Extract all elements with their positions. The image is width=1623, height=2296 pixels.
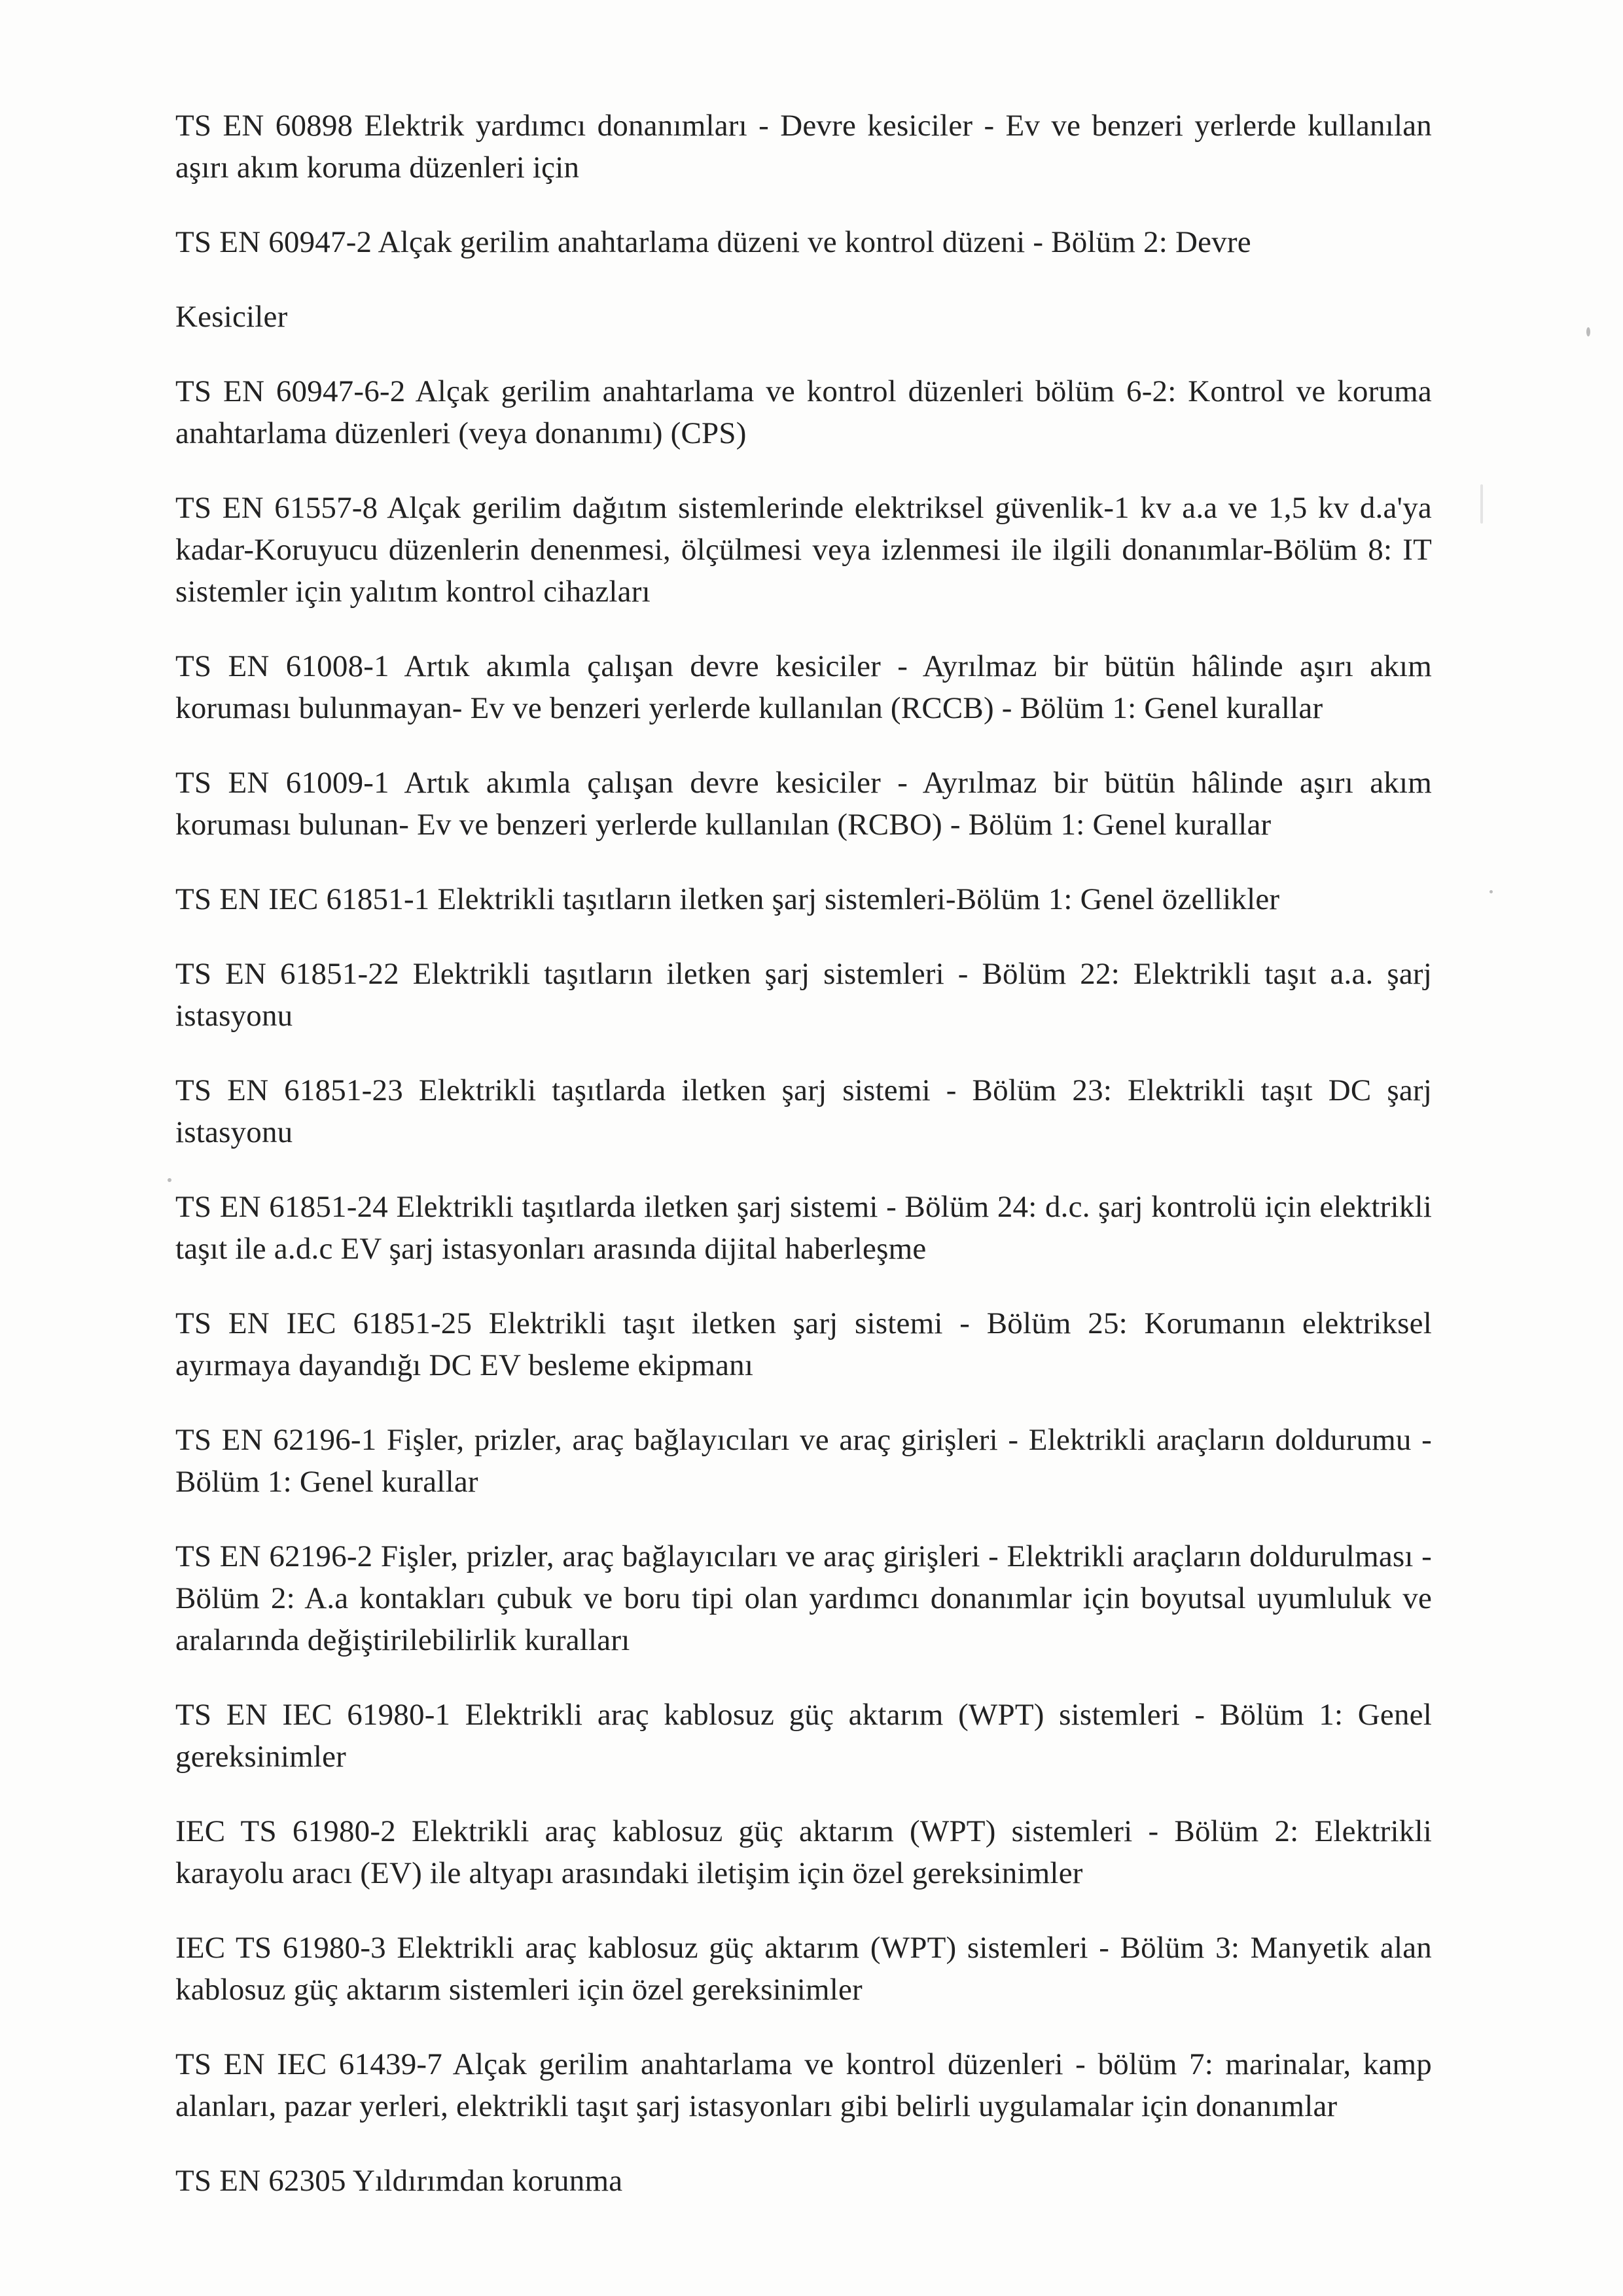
list-item: TS EN IEC 61851-25 Elektrikli taşıt iletken şarj sistemi - Bölüm 25: Korumanın elektriksel ayırmaya dayandığı DC EV besleme ekipmanı — [175, 1306, 1432, 1382]
list-item: TS EN 62305 Yıldırımdan korunma — [175, 2164, 623, 2198]
scan-speck — [1586, 327, 1590, 336]
list-item: Kesiciler — [175, 300, 288, 334]
list-item: TS EN 61851-24 Elektrikli taşıtlarda iletken şarj sistemi - Bölüm 24: d.c. şarj kontrolü için elektrikli taşıt ile a.d.c EV şarj istasyonları arasında dijital haberleşme — [175, 1190, 1432, 1266]
list-item: TS EN 60947-6-2 Alçak gerilim anahtarlama ve kontrol düzenleri bölüm 6-2: Kontrol ve koruma anahtarlama düzenleri (veya donanımı) (CPS) — [175, 374, 1432, 450]
list-item: TS EN IEC 61980-1 Elektrikli araç kablosuz güç aktarım (WPT) sistemleri - Bölüm 1: Genel gereksinimler — [175, 1698, 1432, 1774]
scan-speck — [1489, 890, 1493, 893]
list-item: TS EN IEC 61439-7 Alçak gerilim anahtarlama ve kontrol düzenleri - bölüm 7: marinalar, kamp alanları, pazar yerleri, elektrikli taşıt şarj istasyonları gibi belirli uygulamalar için donanımlar — [175, 2047, 1432, 2123]
scan-speck — [1480, 484, 1483, 524]
list-item: TS EN IEC 61851-1 Elektrikli taşıtların iletken şarj sistemleri-Bölüm 1: Genel özellikler — [175, 882, 1280, 916]
scan-speck — [168, 1178, 171, 1182]
list-item: TS EN 61009-1 Artık akımla çalışan devre kesiciler - Ayrılmaz bir bütün hâlinde aşırı akım koruması bulunan- Ev ve benzeri yerlerde kullanılan (RCBO) - Bölüm 1: Genel kurallar — [175, 766, 1432, 842]
list-item: TS EN 60898 Elektrik yardımcı donanımları - Devre kesiciler - Ev ve benzeri yerlerde kullanılan aşırı akım koruma düzenleri için — [175, 109, 1432, 185]
list-item: TS EN 61851-23 Elektrikli taşıtlarda iletken şarj sistemi - Bölüm 23: Elektrikli taşıt DC şarj istasyonu — [175, 1073, 1432, 1149]
list-item: TS EN 62196-1 Fişler, prizler, araç bağlayıcıları ve araç girişleri - Elektrikli araçların doldurumu - Bölüm 1: Genel kurallar — [175, 1423, 1432, 1499]
list-item: TS EN 62196-2 Fişler, prizler, araç bağlayıcıları ve araç girişleri - Elektrikli araçların doldurulması - Bölüm 2: A.a kontakları çubuk ve boru tipi olan yardımcı donanımlar için boyutsal uyumluluk ve aralarında değiştirilebilirlik kuralları — [175, 1539, 1432, 1657]
list-item: TS EN 61008-1 Artık akımla çalışan devre kesiciler - Ayrılmaz bir bütün hâlinde aşırı akım koruması bulunmayan- Ev ve benzeri yerlerde kullanılan (RCCB) - Bölüm 1: Genel kurallar — [175, 649, 1432, 725]
list-item: IEC TS 61980-2 Elektrikli araç kablosuz güç aktarım (WPT) sistemleri - Bölüm 2: Elektrikli karayolu aracı (EV) ile altyapı arasındaki iletişim için özel gereksinimler — [175, 1814, 1432, 1890]
list-item: IEC TS 61980-3 Elektrikli araç kablosuz güç aktarım (WPT) sistemleri - Bölüm 3: Manyetik alan kablosuz güç aktarım sistemleri için özel gereksinimler — [175, 1931, 1432, 2007]
list-item: TS EN 61557-8 Alçak gerilim dağıtım sistemlerinde elektriksel güvenlik-1 kv a.a ve 1,5 kv d.a'ya kadar-Koruyucu düzenlerin denenmesi, ölçülmesi veya izlenmesi ile ilgili donanımlar-Bölüm 8: IT sistemler için yalıtım kontrol cihazları — [175, 491, 1432, 609]
list-item: TS EN 61851-22 Elektrikli taşıtların iletken şarj sistemleri - Bölüm 22: Elektrikli taşıt a.a. şarj istasyonu — [175, 957, 1432, 1033]
standards-list — [175, 105, 1432, 2202]
list-item: TS EN 60947-2 Alçak gerilim anahtarlama düzeni ve kontrol düzeni - Bölüm 2: Devre — [175, 225, 1251, 259]
